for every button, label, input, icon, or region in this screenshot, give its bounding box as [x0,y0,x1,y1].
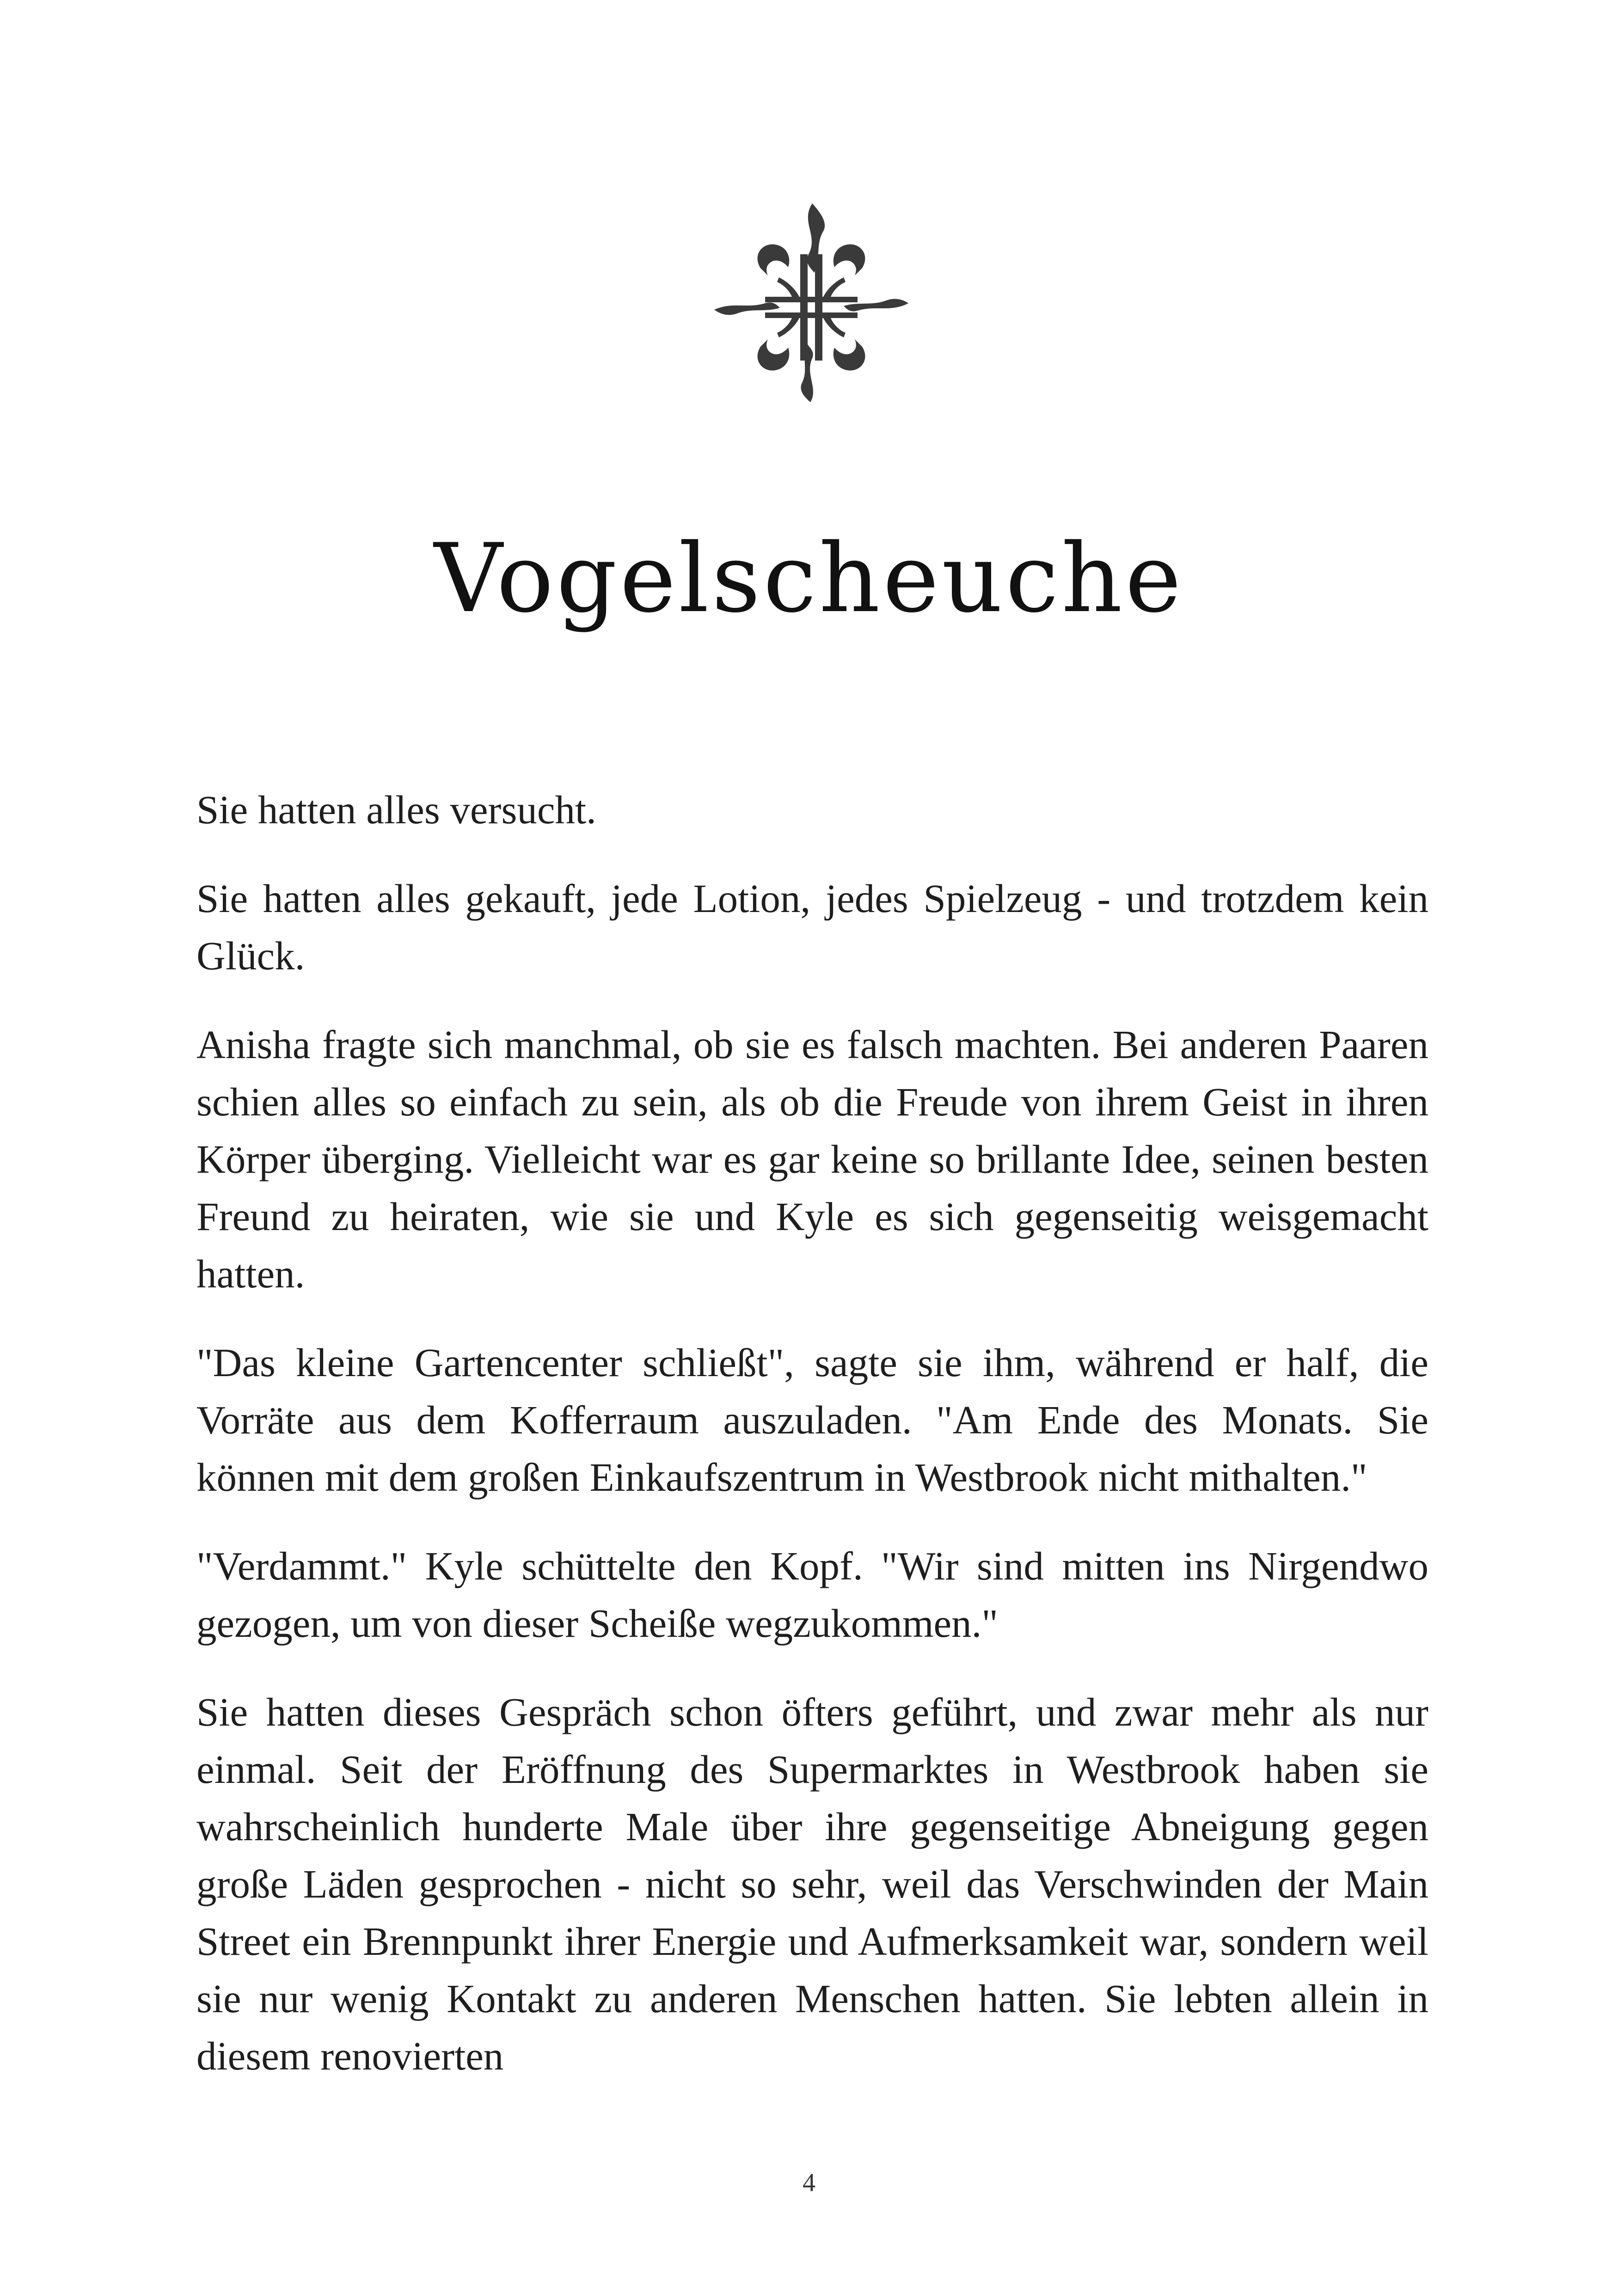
page-number: 4 [803,2168,815,2197]
paragraph: "Verdammt." Kyle schüttelte den Kopf. "Wir sind mitten ins Nirgendwo gezogen, um von dieser Scheiße wegzukommen." [196,1543,1428,1646]
paragraph: "Das kleine Gartencenter schließt", sagte sie ihm, während er half, die Vorräte aus dem Kofferraum auszuladen. "Am Ende des Monats. Sie können mit dem großen Einkaufszentrum in Westbrook nicht mithalten." [196,1340,1428,1500]
paragraph: Sie hatten dieses Gespräch schon öfters geführt, und zwar mehr als nur einmal. Seit der Eröffnung des Supermarktes in Westbrook haben sie wahrscheinlich hunderte Male über ihre gegenseitige Abneigung gegen große Läden gesprochen - nicht so sehr, weil das Verschwinden der Main Street ein Brennpunkt ihrer Energie und Aufmerksamkeit war, sondern weil sie nur wenig Kontakt zu anderen Menschen hatten. Sie lebten allein in diesem renovierten [196,1690,1428,2078]
chapter-title: Vogelscheuche [434,524,1184,634]
celtic-cross-ornament-icon [710,199,913,411]
chapter-body [196,781,1428,2116]
paragraph: Sie hatten alles versucht. [196,787,596,832]
paragraph: Anisha fragte sich manchmal, ob sie es falsch machten. Bei anderen Paaren schien alles so einfach zu sein, als ob die Freude von ihrem Geist in ihren Körper überging. Vielleicht war es gar keine so brillante Idee, seinen besten Freund zu heiraten, wie sie und Kyle es sich gegenseitig weisgemacht hatten. [196,1022,1428,1296]
paragraph: Sie hatten alles gekauft, jede Lotion, jedes Spielzeug - und trotzdem kein Glück. [196,876,1428,978]
